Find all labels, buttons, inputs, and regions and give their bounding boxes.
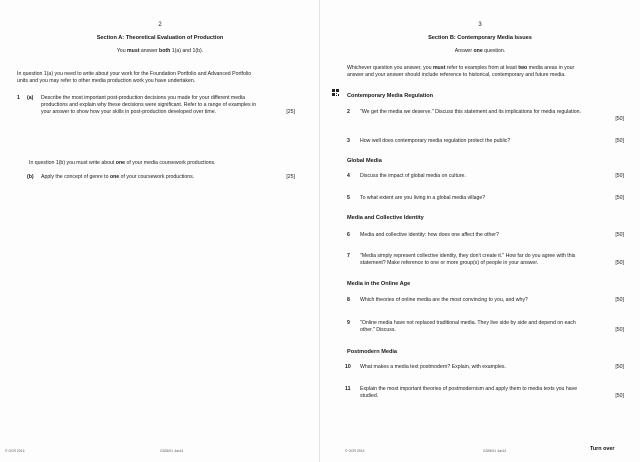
section-a-instruction: You must answer both 1(a) and 1(b).	[116, 48, 204, 54]
question-1b-marks: [25]	[286, 174, 295, 180]
question-7-line2: statement? Make reference to one or more group(s) of people in your answer.	[360, 260, 539, 266]
left-footer-code: G325/01 Jun14	[160, 449, 184, 453]
section-b-title: Section B: Contemporary Media Issues	[428, 35, 532, 41]
question-7-line1: "Media simply represent collective identity, they don't create it." How far do you agree with this	[360, 253, 576, 259]
question-1a-line3: your answer to show how your skills in post-production developed over time.	[41, 109, 217, 115]
question-1a-marks: [25]	[286, 109, 295, 115]
question-1a-line2: productions and explain why these decisions were significant. Refer to a range of examples in	[41, 102, 257, 108]
section-a-intro-line1: In question 1(a) you need to write about your work for the Foundation Portfolio and Advanced Portfolio	[17, 71, 252, 77]
left-footer-copyright: © OCR 2014	[5, 449, 25, 453]
question-1a-label: (a)	[27, 95, 34, 101]
left-page-number: 2	[158, 22, 162, 28]
question-8-text: Which theories of online media are the most convincing to you, and why?	[360, 297, 528, 303]
question-3-marks: [50]	[615, 138, 624, 144]
question-6-text: Media and collective identity: how does one affect the other?	[360, 232, 499, 238]
question-6-number: 6	[347, 232, 350, 238]
question-11-number: 11	[345, 386, 351, 392]
question-4-text: Discuss the impact of global media on culture.	[360, 173, 466, 179]
question-1b-text: Apply the concept of genre to one of your coursework productions.	[41, 174, 195, 180]
right-page-number: 3	[478, 22, 482, 28]
topic-heading-postmodern: Postmodern Media	[347, 349, 398, 355]
question-9-marks: [50]	[615, 327, 624, 333]
question-5-text: To what extent are you living in a global media village?	[360, 195, 486, 201]
question-11-line1: Explain the most important theories of postmodernism and apply them to media texts you have	[360, 386, 578, 392]
section-b-intro-line1: Whichever question you answer, you must refer to examples from at least two media areas in your	[347, 65, 575, 71]
topic-heading-identity: Media and Collective Identity	[347, 215, 424, 221]
section-b-instruction: Answer one question.	[454, 48, 506, 54]
question-2-marks: [50]	[615, 116, 624, 122]
question-9-line2: other." Discuss.	[360, 327, 396, 333]
question-10-marks: [50]	[615, 364, 624, 370]
question-1b-intro: In question 1(b) you must write about one of your media coursework productions.	[29, 160, 216, 166]
question-8-marks: [50]	[615, 297, 624, 303]
question-11-line2: studied.	[360, 393, 379, 399]
topic-heading-online: Media in the Online Age	[347, 281, 411, 287]
question-1a-line1: Describe the most important post-production decisions you made for your different media	[41, 95, 246, 101]
question-1-number: 1	[17, 95, 20, 101]
right-footer-copyright: © OCR 2014	[345, 449, 365, 453]
question-7-marks: [50]	[615, 260, 624, 266]
question-9-number: 9	[347, 320, 350, 326]
question-4-marks: [50]	[615, 173, 624, 179]
topic-heading-regulation: Contemporary Media Regulation	[347, 93, 434, 99]
section-a-title: Section A: Theoretical Evaluation of Production	[96, 35, 224, 41]
question-3-number: 3	[347, 138, 350, 144]
question-8-number: 8	[347, 297, 350, 303]
question-10-number: 10	[345, 364, 351, 370]
question-4-number: 4	[347, 173, 350, 179]
topic-heading-global: Global Media	[347, 158, 382, 164]
question-7-number: 7	[347, 253, 350, 259]
question-5-marks: [50]	[615, 195, 624, 201]
section-a-intro-line2: units and you may refer to other media production work you have undertaken.	[17, 78, 196, 84]
question-6-marks: [50]	[615, 232, 624, 238]
turn-over-label: Turn over	[590, 446, 615, 452]
question-3-text: How well does contemporary media regulation protect the public?	[360, 138, 511, 144]
question-1b-label: (b)	[27, 174, 34, 180]
question-2-text: "We get the media we deserve." Discuss this statement and its implications for media regulation.	[360, 109, 581, 115]
question-2-number: 2	[347, 109, 350, 115]
question-5-number: 5	[347, 195, 350, 201]
question-11-marks: [50]	[615, 393, 624, 399]
right-footer-code: G325/01 Jun14	[483, 449, 507, 453]
section-b-intro-line2: answer and your answer should include reference to historical, contemporary and future media.	[347, 72, 566, 78]
question-9-line1: "Online media have not replaced traditional media. They live side by side and depend on each	[360, 320, 576, 326]
qr-code-icon	[332, 89, 339, 96]
question-10-text: What makes a media text postmodern? Explain, with examples.	[360, 364, 506, 370]
